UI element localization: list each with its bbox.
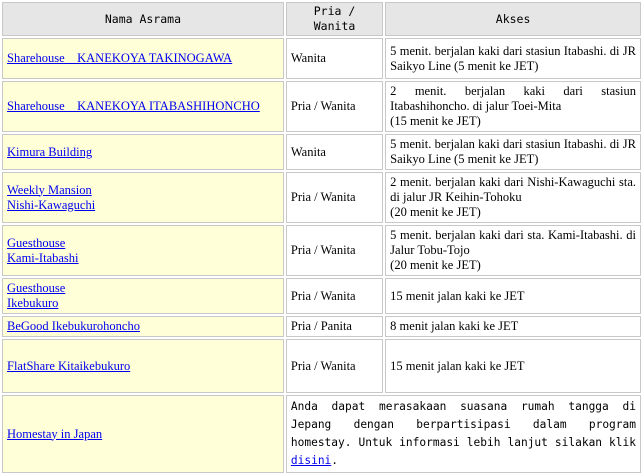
dorm-link-weekly-mansion[interactable]: Weekly Mansion Nishi-Kawaguchi (7, 182, 96, 212)
dorm-link-kanekoya-takinogawa[interactable]: Sharehouse KANEKOYA TAKINOGAWA (7, 51, 233, 65)
access-text: 5 menit. berjalan kaki dari sta. Kami-Itabashi. di Jalur Tobu-Tojo (390, 228, 636, 257)
gender-cell: Pria / Wanita (286, 172, 383, 223)
homestay-note (286, 395, 641, 473)
access-time: (20 menit ke JET) (390, 205, 481, 219)
table-row (2, 225, 641, 276)
access-time: (15 menit ke JET) (390, 114, 481, 128)
access-text: 15 menit jalan kaki ke JET (390, 288, 525, 303)
dorm-link-begood-ikebukurohoncho[interactable]: BeGood Ikebukurohoncho (7, 319, 140, 333)
access-cell (385, 134, 641, 170)
homestay-note-text: Anda dapat merasakaan suasana rumah tangga di Jepang dengan berpartisipasi dalam program homestay. Untuk informasi lebih lanjut silakan klik (290, 400, 636, 449)
table-header-row (2, 2, 641, 36)
name-cell (2, 395, 284, 473)
table-row (2, 134, 641, 170)
name-cell (2, 339, 284, 393)
access-cell (385, 81, 641, 132)
gender-cell: Pria / Panita (286, 316, 383, 337)
header-name: Nama Asrama (2, 2, 284, 36)
gender-cell: Pria / Wanita (286, 81, 383, 132)
name-cell (2, 38, 284, 79)
access-cell (385, 225, 641, 276)
access-cell (385, 38, 641, 79)
table-row (2, 81, 641, 132)
gender-cell: Wanita (286, 134, 383, 170)
gender-cell: Pria / Wanita (286, 278, 383, 314)
access-text: 15 menit jalan kaki ke JET (390, 358, 525, 373)
access-text: 2 menit. berjalan kaki dari stasiun Itabashihoncho. di jalur Toei-Mita (390, 84, 636, 113)
name-cell (2, 172, 284, 223)
access-text: 2 menit. berjalan kaki dari Nishi-Kawaguchi sta. di jalur JR Keihin-Tohoku (390, 175, 636, 204)
homestay-more-info-link[interactable]: disini (290, 454, 332, 467)
access-text: 5 menit. berjalan kaki dari stasiun Itabashi. di JR Saikyo Line (5 menit ke JET) (390, 43, 636, 73)
name-cell (2, 278, 284, 314)
access-cell (385, 278, 641, 314)
homestay-link[interactable]: Homestay in Japan (7, 426, 103, 441)
access-cell (385, 316, 641, 337)
access-time: (20 menit ke JET) (390, 258, 481, 272)
header-gender: Pria / Wanita (286, 2, 383, 36)
table-row (2, 172, 641, 223)
access-cell (385, 339, 641, 393)
table-row (2, 339, 641, 393)
dorm-link-flatshare-kitaikebukuro[interactable]: FlatShare Kitaikebukuro (7, 358, 131, 373)
name-cell (2, 225, 284, 276)
header-access: Akses (385, 2, 641, 36)
table-row (2, 395, 641, 473)
table-row (2, 316, 641, 337)
table-row (2, 278, 641, 314)
access-text: 8 menit jalan kaki ke JET (390, 319, 519, 333)
dorm-link-kimura-building[interactable]: Kimura Building (7, 144, 93, 159)
homestay-note-tail: . (331, 454, 339, 467)
gender-cell: Wanita (286, 38, 383, 79)
name-cell (2, 81, 284, 132)
dorm-link-guesthouse-ikebukuro[interactable]: Guesthouse Ikebukuro (7, 281, 66, 310)
gender-cell: Pria / Wanita (286, 339, 383, 393)
gender-cell: Pria / Wanita (286, 225, 383, 276)
table-row (2, 38, 641, 79)
name-cell (2, 316, 284, 337)
name-cell (2, 134, 284, 170)
dorm-link-guesthouse-kami-itabashi[interactable]: Guesthouse Kami-Itabashi (7, 235, 79, 265)
access-text: 5 menit. berjalan kaki dari stasiun Itabashi. di JR Saikyo Line (5 menit ke JET) (390, 137, 636, 166)
access-cell (385, 172, 641, 223)
dorm-link-kanekoya-itabashihoncho[interactable]: Sharehouse KANEKOYA ITABASHIHONCHO (7, 99, 260, 113)
